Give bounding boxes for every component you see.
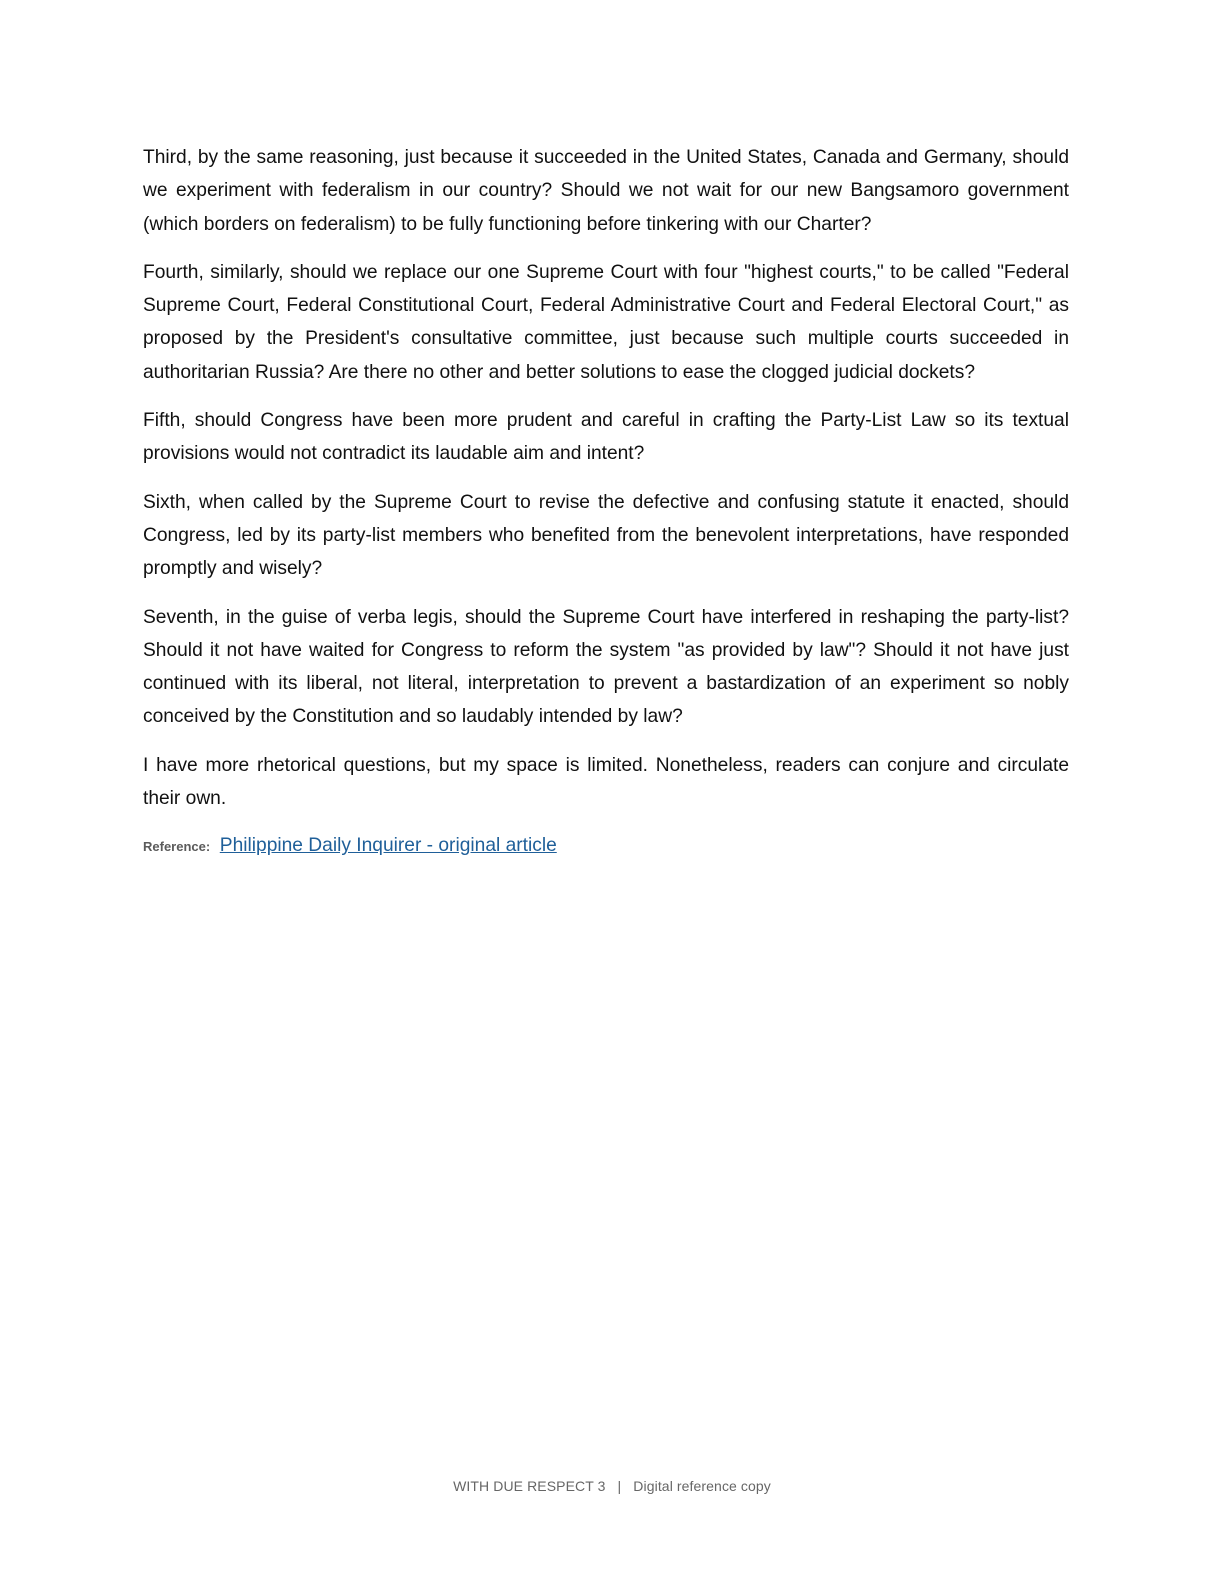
article-body: [143, 141, 1069, 862]
paragraph-fifth: Fifth, should Congress have been more prudent and careful in crafting the Party-List Law so its textual provisions would not contradict its laudable aim and intent?: [143, 410, 1069, 465]
paragraph-third: Third, by the same reasoning, just because it succeeded in the United States, Canada and Germany, should we experiment with federalism in our country? Should we not wait for our new Bangsamoro government (which borders on federalism) to be fully functioning before tinkering with our Charter?: [143, 147, 1069, 235]
page-footer: [0, 1478, 1224, 1494]
reference-link[interactable]: Philippine Daily Inquirer - original article: [219, 835, 557, 857]
footer-separator: |: [617, 1478, 622, 1494]
paragraph-seventh: Seventh, in the guise of verba legis, should the Supreme Court have interfered in reshaping the party-list? Should it not have waited for Congress to reform the system "as provided by law"? Should it not have just continued with its liberal, not literal, interpretation to prevent a bastardization of an experiment so nobly conceived by the Constitution and so laudably intended by law?: [143, 606, 1069, 728]
paragraph-sixth: Sixth, when called by the Supreme Court to revise the defective and confusing statute it enacted, should Congress, led by its party-list members who benefited from the benevolent interpretations, have responded promptly and wisely?: [143, 491, 1069, 580]
footer-title: WITH DUE RESPECT 3: [453, 1478, 606, 1494]
reference-label: Reference:: [143, 839, 211, 855]
footer-note: Digital reference copy: [633, 1478, 771, 1494]
paragraph-fourth: Fourth, similarly, should we replace our one Supreme Court with four "highest courts," to be called "Federal Supreme Court, Federal Constitutional Court, Federal Administrative Court and Federal Electoral Court," as proposed by the President's consultative committee, just because such multiple courts succeeded in authoritarian Russia? Are there no other and better solutions to ease the clogged judicial dockets?: [143, 261, 1069, 383]
reference-line: [143, 830, 1069, 862]
paragraph-closing: I have more rhetorical questions, but my space is limited. Nonetheless, readers can conjure and circulate their own.: [143, 754, 1069, 810]
